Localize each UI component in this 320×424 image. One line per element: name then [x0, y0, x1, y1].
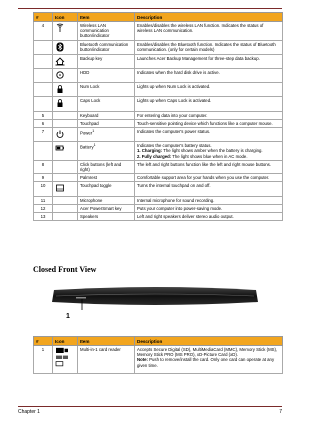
row-item: Touchpad toggle	[78, 182, 135, 196]
note-text: Push to remove/install the card. Only one card can operate at any given time.	[137, 357, 275, 368]
fully-charged-label: 2. Fully charged:	[137, 153, 172, 159]
antenna-icon	[55, 23, 65, 33]
row-item: Keyboard	[78, 111, 135, 119]
row-item: Backup key	[78, 54, 135, 68]
row-num: 4	[34, 22, 53, 41]
row-description: Accepts Secure Digital (SD), MultiMediaCard (MMC), Memory Stick (MS), Memory Stick PRO (MS PRO), xD-Picture Card (xD).	[137, 347, 278, 358]
table-row	[34, 213, 283, 221]
table-row	[34, 54, 283, 68]
header-description: Description	[135, 337, 283, 346]
header-description: Description	[135, 13, 283, 22]
touchpad-toggle-icon	[55, 183, 65, 193]
row-description: Turns the internal touchpad on and off.	[135, 182, 283, 196]
row-item: Palmrest	[78, 174, 135, 182]
row-item: Microphone	[78, 196, 135, 204]
row-description: Enables/disables the Bluetooth function. Indicates the status of Bluetooth communication. (only for certain models)	[135, 40, 283, 54]
sd-card-icon	[56, 348, 64, 353]
row-item: Click buttons (left and right)	[78, 160, 135, 173]
table-row	[34, 128, 283, 142]
row-num: 11	[34, 196, 53, 204]
row-description: Enables/disables the wireless LAN function. Indicates the status of wireless LAN communication.	[135, 22, 283, 41]
row-item: Caps Lock	[78, 97, 135, 111]
fully-charged-text: The light shows blue when in AC mode.	[171, 153, 248, 159]
row-item: Touchpad	[78, 119, 135, 127]
row-num	[34, 54, 53, 68]
backup-icon	[55, 56, 65, 66]
header-num: #	[34, 337, 53, 346]
row-num: 1	[34, 346, 53, 374]
table-row	[34, 97, 283, 111]
table-row	[34, 83, 283, 97]
row-item: Speakers	[78, 213, 135, 221]
table-row	[34, 174, 283, 182]
charging-text: The light shows amber when the battery is charging.	[162, 148, 263, 154]
table-row	[34, 182, 283, 196]
row-description: Lights up when Num Lock is activated.	[135, 83, 283, 97]
table-row	[34, 111, 283, 119]
section-title: Closed Front View	[33, 265, 97, 274]
mmc-card-icon	[65, 349, 68, 352]
row-description: For entering data into your computer.	[135, 111, 283, 119]
row-num	[34, 97, 53, 111]
header-rule	[18, 8, 282, 9]
charging-label: 1. Charging:	[137, 148, 163, 154]
table-header-row	[34, 13, 283, 22]
ms-pro-icon	[63, 356, 68, 359]
footnote-marker: 1	[92, 129, 95, 134]
table-row	[34, 22, 283, 41]
footnote-marker: 1	[93, 143, 96, 148]
row-description: Launches Acer Backup Management for three-step data backup.	[135, 54, 283, 68]
row-num	[34, 83, 53, 97]
table-row	[34, 142, 283, 161]
header-num: #	[34, 13, 53, 22]
row-description: Lights up when Caps Lock is activated.	[135, 97, 283, 111]
laptop-front-view-image	[50, 282, 260, 312]
table-row	[34, 69, 283, 83]
table-header-row	[34, 337, 283, 346]
table-row	[34, 119, 283, 127]
row-item: Battery	[80, 144, 94, 150]
table-row	[34, 196, 283, 204]
row-num: 12	[34, 204, 53, 212]
header-icon: Icon	[53, 337, 78, 346]
battery-icon	[55, 143, 65, 153]
row-description: Internal microphone for sound recording.	[135, 196, 283, 204]
note-label: Note:	[137, 357, 148, 363]
power-icon	[55, 129, 65, 139]
row-num: 9	[34, 174, 53, 182]
row-item: Acer PowerSmart key	[78, 204, 135, 212]
xd-card-icon	[56, 362, 63, 366]
row-num: 6	[34, 119, 53, 127]
row-item: Power	[80, 130, 93, 136]
row-description: The left and right buttons function like the left and right mouse buttons.	[135, 160, 283, 173]
row-item: Bluetooth communication button/indicator	[78, 40, 135, 54]
top-components-table	[33, 12, 283, 221]
table-row	[34, 346, 283, 374]
table-row	[34, 40, 283, 54]
row-description: Puts your computer into power-saving mode.	[135, 204, 283, 212]
page-footer	[18, 406, 282, 415]
row-item: Num Lock	[78, 83, 135, 97]
row-description: Touch-sensitive pointing device which functions like a computer mouse.	[135, 119, 283, 127]
footer-page-number: 7	[279, 409, 282, 415]
callout-number: 1	[66, 313, 70, 320]
row-num: 8	[34, 160, 53, 173]
footer-chapter: Chapter 1	[18, 409, 40, 415]
row-num: 10	[34, 182, 53, 196]
card-reader-icons	[55, 347, 69, 371]
row-num	[34, 142, 53, 161]
memory-stick-icon	[56, 356, 62, 359]
row-description: Comfortable support area for your hands when you use the computer.	[135, 174, 283, 182]
row-num: 5	[34, 111, 53, 119]
row-num: 7	[34, 128, 53, 142]
row-description: Left and right speakers deliver stereo audio output.	[135, 213, 283, 221]
table-row	[34, 204, 283, 212]
header-item: Item	[78, 13, 135, 22]
caps-lock-icon	[55, 98, 65, 108]
row-item: HDD	[78, 69, 135, 83]
hdd-icon	[55, 70, 65, 80]
num-lock-icon	[55, 84, 65, 94]
row-num	[34, 69, 53, 83]
row-item: Wireless LAN communication button/indicator	[78, 22, 135, 41]
row-description: Indicates the computer's battery status.	[137, 143, 212, 149]
row-num	[34, 40, 53, 54]
row-description: Indicates the computer's power status.	[135, 128, 283, 142]
row-item: Multi-in-1 card reader	[78, 346, 135, 374]
header-icon: Icon	[53, 13, 78, 22]
front-view-table	[33, 336, 283, 374]
row-description: Indicates when the hard disk drive is active.	[135, 69, 283, 83]
row-num: 13	[34, 213, 53, 221]
table-row	[34, 160, 283, 173]
header-item: Item	[78, 337, 135, 346]
bluetooth-icon	[55, 42, 65, 52]
